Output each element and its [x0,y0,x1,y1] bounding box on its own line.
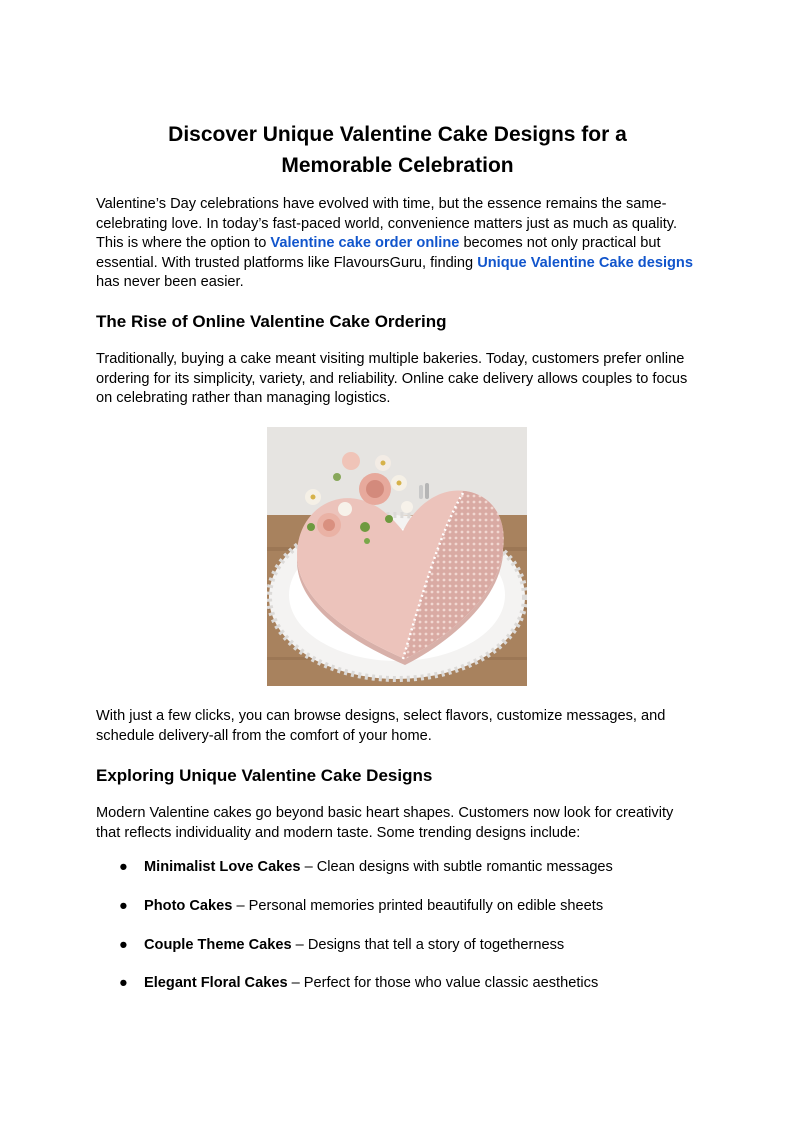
page-title [96,119,699,181]
intro-paragraph [96,195,701,293]
list-item [96,936,701,975]
unique-valentine-cake-designs-link[interactable]: Unique Valentine Cake designs [477,254,693,271]
list-item [96,858,701,897]
list-item-term: Elegant Floral Cakes [144,975,288,992]
heart-cake-image [267,427,527,686]
list-item-term: Photo Cakes [144,897,233,914]
list-item [96,897,701,936]
list-item-term: Couple Theme Cakes [144,936,292,953]
list-item-term: Minimalist Love Cakes [144,859,301,875]
bullet-icon: ● [119,897,128,914]
bullet-icon: ● [119,975,128,992]
intro-text-2: becomes not only practical but essential. With trusted platforms like FlavoursGuru, finding [96,235,661,271]
title-line-1: Discover Unique Valentine Cake Designs for a [168,123,627,146]
list-item [96,974,701,1013]
list-item-desc: – Perfect for those who value classic aesthetics [287,975,599,992]
title-line-2: Memorable Celebration [281,154,514,177]
list-item-desc: – Clean designs with subtle romantic messages [300,859,613,875]
after-image-paragraph: With just a few clicks, you can browse designs, select flavors, customize messages, and schedule delivery-all from the comfort of your home. [96,708,666,744]
bullet-icon: ● [119,859,128,875]
section-paragraph-online-ordering: Traditionally, buying a cake meant visiting multiple bakeries. Today, customers prefer online ordering for its simplicity, variety, and reliability. Online cake delivery allows couples to focus on celebrating rather than managing logistics. [96,351,688,407]
intro-text-3: has never been easier. [96,274,244,291]
valentine-cake-order-online-link[interactable]: Valentine cake order online [270,235,460,252]
section-heading-online-ordering: The Rise of Online Valentine Cake Ordering [96,312,447,331]
intro-text-1: Valentine’s Day celebrations have evolved with time, but the essence remains the same-celebrating love. In today’s fast-paced world, convenience matters just as much as quality. This is where the option to [96,196,678,252]
list-item-desc: – Designs that tell a story of togetherness [291,936,565,953]
list-item-desc: – Personal memories printed beautifully on edible sheets [232,897,604,914]
section-heading-unique-designs: Exploring Unique Valentine Cake Designs [96,766,433,785]
design-list [96,858,701,1013]
section-paragraph-unique-designs: Modern Valentine cakes go beyond basic heart shapes. Customers now look for creativity that reflects individuality and modern taste. Some trending designs include: [96,805,674,841]
bullet-icon: ● [119,936,128,953]
